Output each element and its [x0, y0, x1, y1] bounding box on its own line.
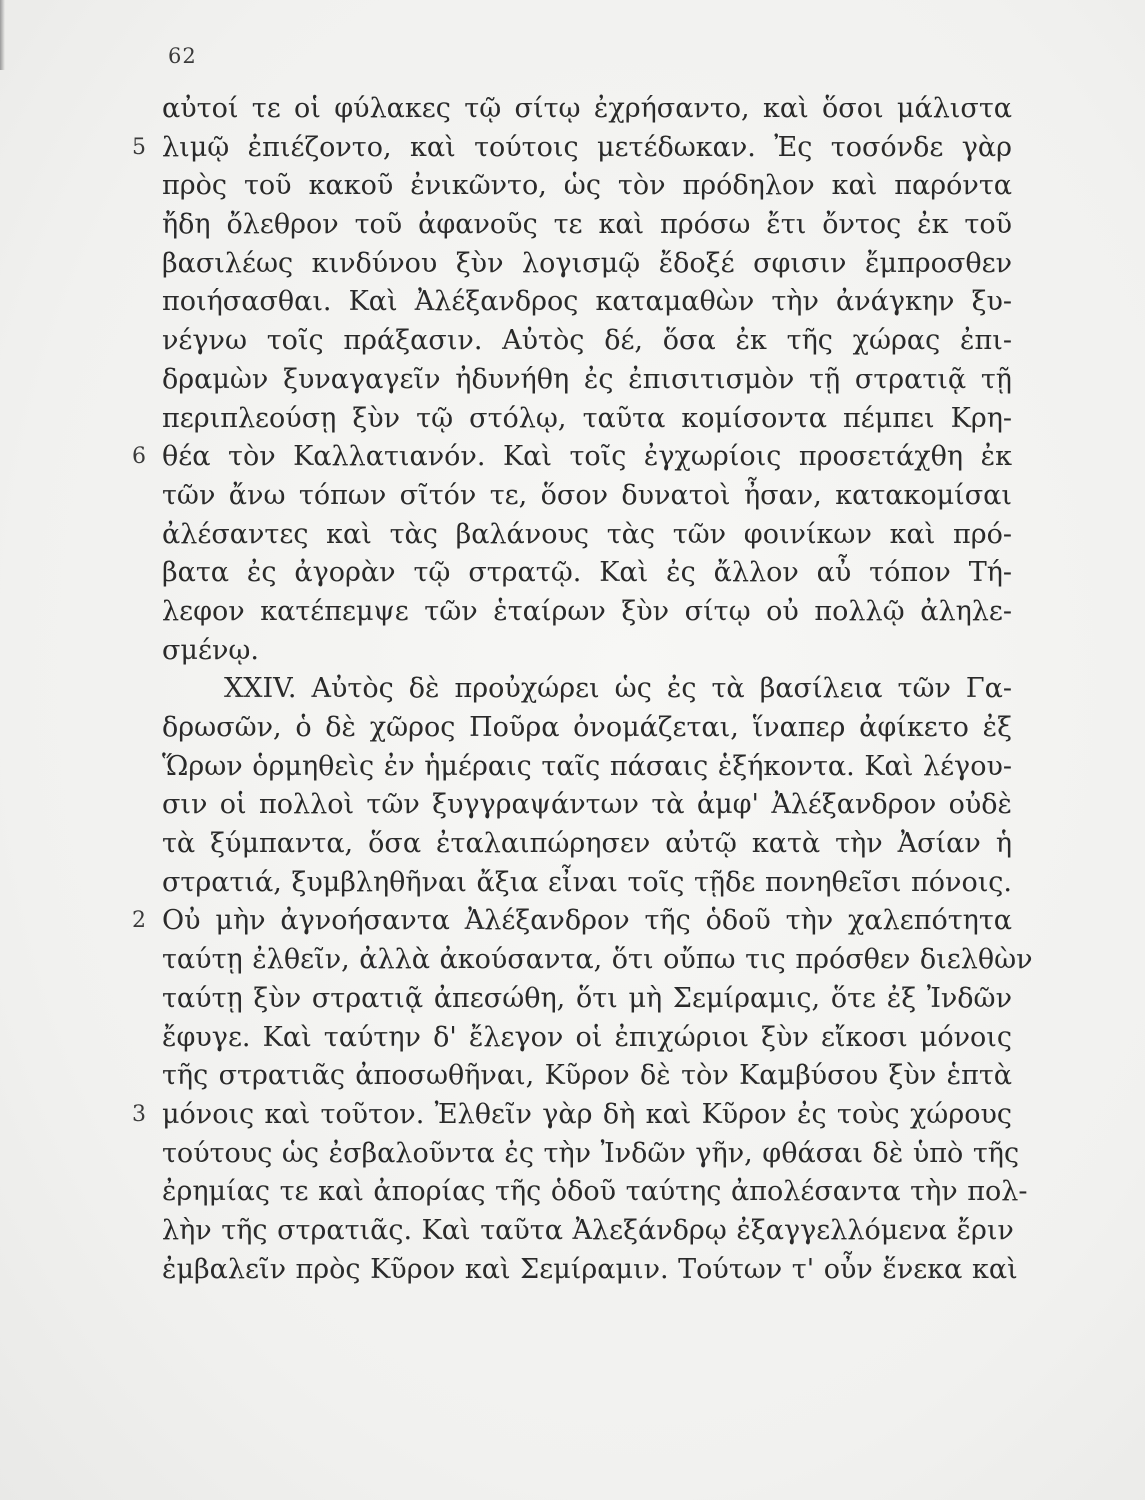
text-line — [162, 361, 1012, 400]
text-line-content: λεφον κατέπεμψε τῶν ἑταίρων ξὺν σίτῳ οὐ πολλῷ ἀληλε- — [162, 595, 1012, 627]
text-line-content: σμένῳ. — [162, 634, 259, 666]
section-number: 2 — [132, 908, 146, 934]
text-line-content: ταύτῃ ξὺν στρατιᾷ ἀπεσώθη, ὅτι μὴ Σεμίραμις, ὅτε ἐξ Ἰνδῶν — [162, 982, 1012, 1014]
text-line-content: τούτους ὡς ἐσβαλοῦντα ἐς τὴν Ἰνδῶν γῆν, φθάσαι δὲ ὑπὸ τῆς — [162, 1137, 1020, 1169]
text-line-content: ἤδη ὄλεθρον τοῦ ἀφανοῦς τε καὶ πρόσω ἔτι ὄντος ἐκ τοῦ — [162, 209, 1012, 241]
text-line — [162, 400, 1012, 439]
text-line — [162, 1019, 1012, 1058]
section-number: 5 — [132, 134, 146, 160]
text-line — [162, 593, 1012, 632]
text-line-content: μόνοις καὶ τοῦτον. Ἐλθεῖν γὰρ δὴ καὶ Κῦρον ἐς τοὺς χώρους — [162, 1098, 1012, 1130]
text-line-content: νέγνω τοῖς πράξασιν. Αὐτὸς δέ, ὅσα ἐκ τῆς χώρας ἐπι- — [162, 325, 1012, 357]
text-line-content: ἐμβαλεῖν πρὸς Κῦρον καὶ Σεμίραμιν. Τούτων τ' οὖν ἕνεκα καὶ — [162, 1253, 1018, 1285]
text-line — [162, 1135, 1020, 1174]
text-line-content: Ὥρων ὁρμηθεὶς ἐν ἡμέραις ταῖς πάσαις ἑξήκοντα. Καὶ λέγου- — [162, 750, 1012, 782]
text-line — [162, 980, 1012, 1019]
text-line — [162, 90, 1012, 129]
text-line — [162, 1251, 1018, 1290]
text-line — [162, 322, 1012, 361]
greek-text-block — [132, 90, 1033, 1289]
text-line — [162, 786, 1012, 825]
text-line — [162, 748, 1012, 787]
text-line-content: σιν οἱ πολλοὶ τῶν ξυγγραψάντων τὰ ἀμφ' Ἀλέξανδρον οὐδὲ — [162, 789, 1012, 821]
text-line — [162, 709, 1012, 748]
text-line-content: πρὸς τοῦ κακοῦ ἐνικῶντο, ὡς τὸν πρόδηλον καὶ παρόντα — [162, 170, 1012, 202]
text-line-content: τῆς στρατιᾶς ἀποσωθῆναι, Κῦρον δὲ τὸν Καμβύσου ξὺν ἑπτὰ — [162, 1060, 1012, 1092]
text-line-content: τῶν ἄνω τόπων σῖτόν τε, ὅσον δυνατοὶ ἦσαν, κατακομίσαι — [162, 479, 1012, 511]
text-line-content: ταύτῃ ἐλθεῖν, ἀλλὰ ἀκούσαντα, ὅτι οὔπω τις πρόσθεν διελθὼν — [162, 944, 1033, 976]
scan-edge-shadow — [0, 0, 5, 70]
text-line — [132, 129, 1012, 168]
text-line-content: ποιήσασθαι. Καὶ Ἀλέξανδρος καταμαθὼν τὴν ἀνάγκην ξυ- — [162, 286, 1012, 318]
text-line-content: δρωσῶν, ὁ δὲ χῶρος Ποῦρα ὀνομάζεται, ἵναπερ ἀφίκετο ἐξ — [162, 712, 1012, 743]
text-line — [162, 825, 1012, 864]
text-line — [132, 438, 1012, 477]
text-line-content: δραμὼν ξυναγαγεῖν ἠδυνήθη ἐς ἐπισιτισμὸν τῇ στρατιᾷ τῇ — [162, 363, 1012, 395]
text-line-content: τὰ ξύμπαντα, ὅσα ἐταλαιπώρησεν αὐτῷ κατὰ τὴν Ἀσίαν ἡ — [162, 828, 1012, 860]
text-line — [162, 670, 1012, 709]
text-line — [162, 283, 1012, 322]
text-line — [162, 941, 1033, 980]
text-line-content: θέα τὸν Καλλατιανόν. Καὶ τοῖς ἐγχωρίοις προσετάχθη ἐκ — [162, 441, 1012, 473]
text-line — [132, 902, 1012, 941]
text-line-content: αὐτοί τε οἱ φύλακες τῷ σίτῳ ἐχρήσαντο, καὶ ὅσοι μάλιστα — [162, 93, 1012, 124]
text-line — [162, 632, 1012, 671]
text-line-content: ἀλέσαντες καὶ τὰς βαλάνους τὰς τῶν φοινίκων καὶ πρό- — [162, 518, 1012, 550]
text-line-content: βασιλέως κινδύνου ξὺν λογισμῷ ἔδοξέ σφισιν ἔμπροσθεν — [162, 247, 1012, 279]
text-line — [162, 245, 1012, 284]
section-number: 6 — [132, 444, 146, 470]
text-line — [132, 1096, 1012, 1135]
section-number: 3 — [132, 1101, 146, 1127]
text-line-content: Οὐ μὴν ἀγνοήσαντα Ἀλέξανδρον τῆς ὁδοῦ τὴν χαλεπότητα — [162, 905, 1012, 937]
text-line — [162, 516, 1012, 555]
text-line — [162, 477, 1012, 516]
text-line-content: ἔφυγε. Καὶ ταύτην δ' ἔλεγον οἱ ἐπιχώριοι ξὺν εἴκοσι μόνοις — [162, 1021, 1012, 1053]
page-number: 62 — [168, 44, 197, 68]
text-line — [162, 554, 1012, 593]
text-line — [162, 167, 1012, 206]
text-line-content: ἐρημίας τε καὶ ἀπορίας τῆς ὁδοῦ ταύτης ἀπολέσαντα τὴν πολ- — [162, 1176, 1028, 1208]
text-line-content: XXIV. Αὐτὸς δὲ προὐχώρει ὡς ἐς τὰ βασίλεια τῶν Γα- — [224, 673, 1012, 705]
text-line-content: βατα ἐς ἀγορὰν τῷ στρατῷ. Καὶ ἐς ἄλλον αὖ τόπον Τή- — [162, 557, 1012, 589]
text-line-content: στρατιά, ξυμβληθῆναι ἄξια εἶναι τοῖς τῇδε πονηθεῖσι πόνοις. — [162, 866, 1012, 898]
text-line — [162, 1057, 1012, 1096]
text-line — [162, 1212, 1012, 1251]
text-line-content: λιμῷ ἐπιέζοντο, καὶ τούτοις μετέδωκαν. Ἐς τοσόνδε γὰρ — [162, 131, 1012, 163]
text-line — [162, 1173, 1028, 1212]
text-line-content: περιπλεούσῃ ξὺν τῷ στόλῳ, ταῦτα κομίσοντα πέμπει Κρη- — [162, 402, 1012, 434]
text-line-content: λὴν τῆς στρατιᾶς. Καὶ ταῦτα Ἀλεξάνδρῳ ἐξαγγελλόμενα ἔριν — [162, 1214, 1014, 1246]
text-line — [162, 864, 1012, 903]
text-line — [162, 206, 1012, 245]
